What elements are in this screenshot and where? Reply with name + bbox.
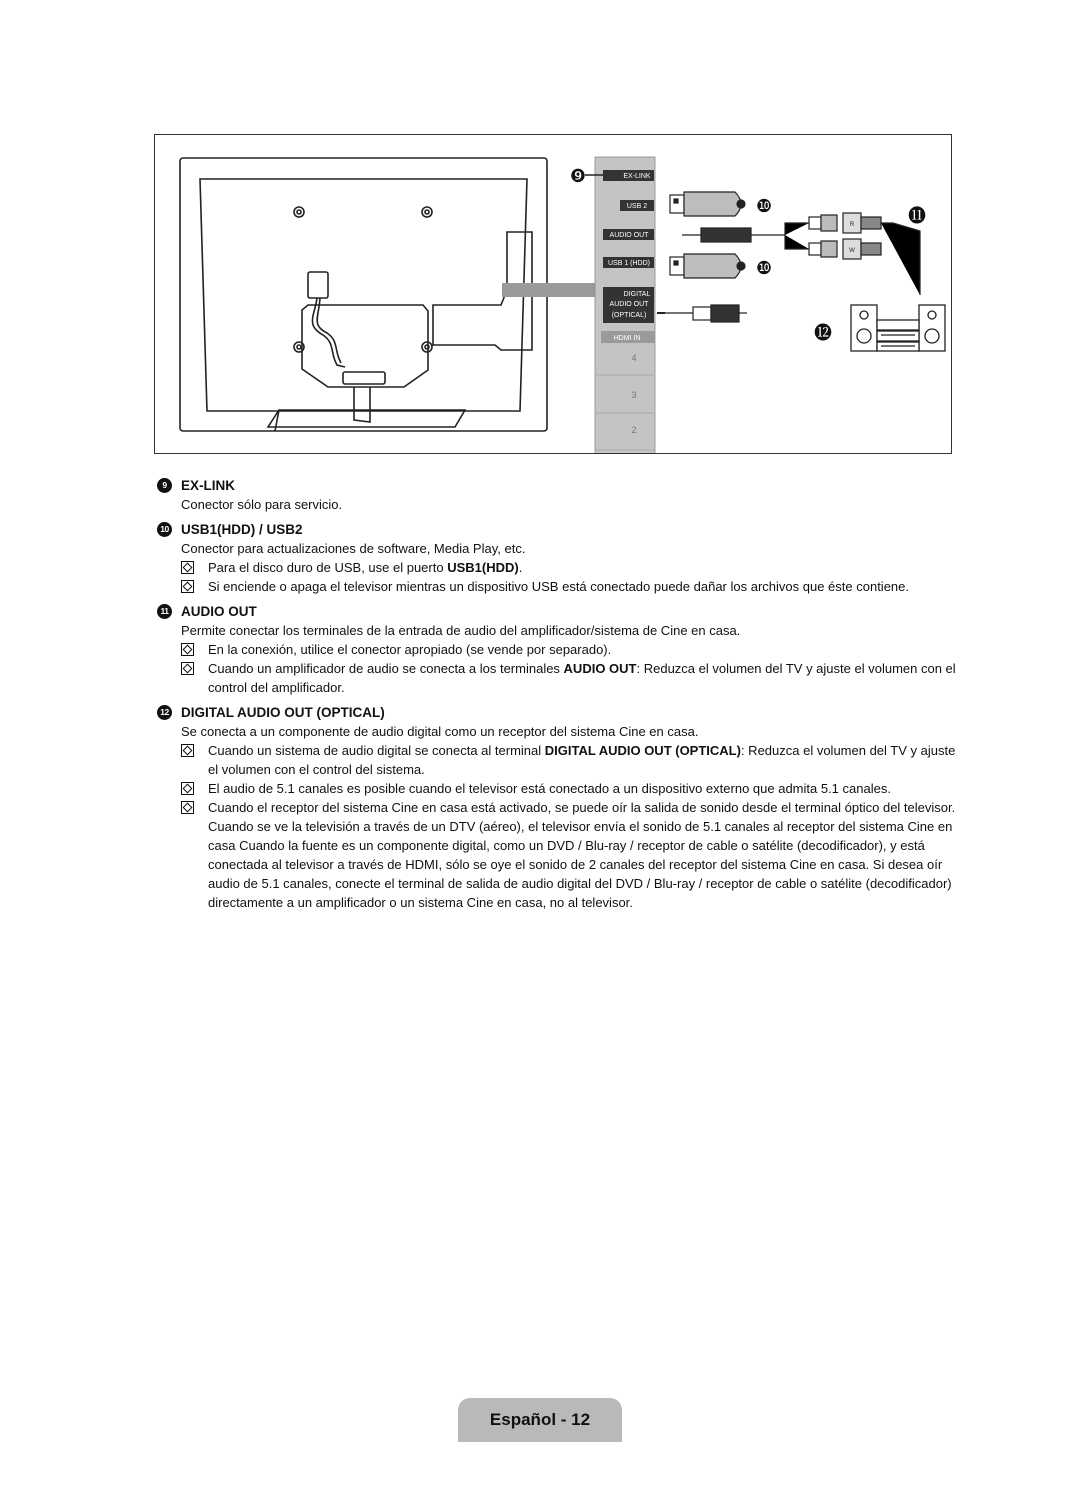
hdmi-port-3: 3 — [631, 390, 637, 400]
audio-plug — [682, 223, 809, 249]
optical-plug — [657, 305, 747, 322]
note-item — [157, 558, 957, 577]
home-theater-icon — [851, 305, 945, 351]
note-text: Cuando un sistema de audio digital se conecta al terminal DIGITAL AUDIO OUT (OPTICAL): Reduzca el volumen del TV y ajuste el volumen con el control del sistema. — [208, 743, 956, 777]
section-title: AUDIO OUT — [181, 603, 257, 619]
port-optical-label: (OPTICAL) — [611, 312, 647, 319]
callout-12: ⓬ — [814, 323, 832, 344]
note-text: Cuando el receptor del sistema Cine en casa está activado, se puede oír la salida de sonido desde el terminal óptico del televisor. Cuando se ve la televisión a través de un DTV (aéreo), el televisor envía el sonido de 5.1 canales al receptor del sistema Cine en casa Cuando la fuente es un componente digital, como un DVD / Blu-ray / receptor de cable o satélite (decodificador), y está conectada al televisor a través de HDMI, sólo se oye el sonido de 2 canales del receptor del sistema Cine en casa. Si desea oír audio de 5.1 canales, conecte el terminal de salida de audio digital del DVD / Blu-ray / receptor de cable o satélite (decodificador) directamente a un amplificador o un sistema Cine en casa, no al televisor. — [208, 800, 956, 910]
note-text: El audio de 5.1 canales es posible cuando el televisor está conectado a un dispositivo externo que admita 5.1 canales. — [208, 781, 891, 796]
section-digital-audio-heading — [157, 702, 957, 722]
note-icon — [181, 782, 194, 795]
port-audio-out2-label: AUDIO OUT — [609, 301, 649, 308]
rca-r-label: R — [849, 222, 855, 228]
section-title: DIGITAL AUDIO OUT (OPTICAL) — [181, 704, 385, 720]
section-body: Se conecta a un componente de audio digital como un receptor del sistema Cine en casa. — [181, 724, 699, 739]
rca-plugs — [809, 213, 920, 295]
port-exlink-label: EX-LINK — [623, 173, 651, 180]
note-text: Para el disco duro de USB, use el puerto USB1(HDD). — [208, 560, 523, 575]
note-item — [157, 779, 957, 798]
section-number-badge: 12 — [157, 705, 172, 720]
note-item — [157, 659, 957, 697]
note-icon — [181, 662, 194, 675]
tv-rear-connection-svg — [155, 135, 952, 454]
page-number-tab: Español - 12 — [458, 1398, 622, 1442]
tv-rear-illustration — [180, 158, 547, 431]
callout-10-lower: ❿ — [755, 258, 773, 279]
note-icon — [181, 744, 194, 757]
note-text: En la conexión, utilice el conector apropiado (se vende por separado). — [208, 642, 612, 657]
port-usb1-label: USB 1 (HDD) — [607, 260, 651, 267]
port-hdmi-in-label: HDMI IN — [613, 335, 641, 342]
note-text: Si enciende o apaga el televisor mientras un dispositivo USB está conectado puede dañar los archivos que éste contiene. — [208, 579, 909, 594]
section-number-badge: 11 — [157, 604, 172, 619]
rca-w-label: W — [849, 248, 855, 254]
section-number-badge: 9 — [157, 478, 172, 493]
note-item — [157, 640, 957, 659]
callout-11: ⓫ — [908, 206, 926, 227]
section-audio-out-heading — [157, 601, 957, 621]
connector-bar — [502, 283, 595, 297]
note-item — [157, 741, 957, 779]
usb-stick-lower — [670, 254, 745, 278]
note-icon — [181, 580, 194, 593]
usb-stick-upper — [670, 192, 745, 216]
port-audio-out-label: AUDIO OUT — [609, 232, 649, 239]
note-icon — [181, 801, 194, 814]
port-usb2-label: USB 2 — [626, 203, 648, 210]
section-number-badge: 10 — [157, 522, 172, 537]
main-content — [157, 470, 957, 912]
hdmi-port-2: 2 — [631, 425, 637, 435]
connection-diagram — [154, 134, 952, 454]
section-title: USB1(HDD) / USB2 — [181, 521, 303, 537]
section-body: Permite conectar los terminales de la entrada de audio del amplificador/sistema de Cine en casa. — [181, 623, 741, 638]
note-text: Cuando un amplificador de audio se conecta a los terminales AUDIO OUT: Reduzca el volumen del TV y ajuste el volumen con el control del amplificador. — [208, 661, 956, 695]
hdmi-port-4: 4 — [631, 353, 637, 363]
note-icon — [181, 643, 194, 656]
section-title: EX-LINK — [181, 477, 235, 493]
port-digital-label: DIGITAL — [623, 291, 651, 298]
section-body: Conector para actualizaciones de software, Media Play, etc. — [181, 541, 526, 556]
note-icon — [181, 561, 194, 574]
note-item — [157, 798, 957, 912]
callout-10-upper: ❿ — [755, 196, 773, 217]
section-body: Conector sólo para servicio. — [181, 497, 343, 512]
section-exlink-heading — [157, 475, 957, 495]
callout-9: ❾ — [569, 166, 587, 187]
note-item — [157, 577, 957, 596]
section-usb-heading — [157, 519, 957, 539]
